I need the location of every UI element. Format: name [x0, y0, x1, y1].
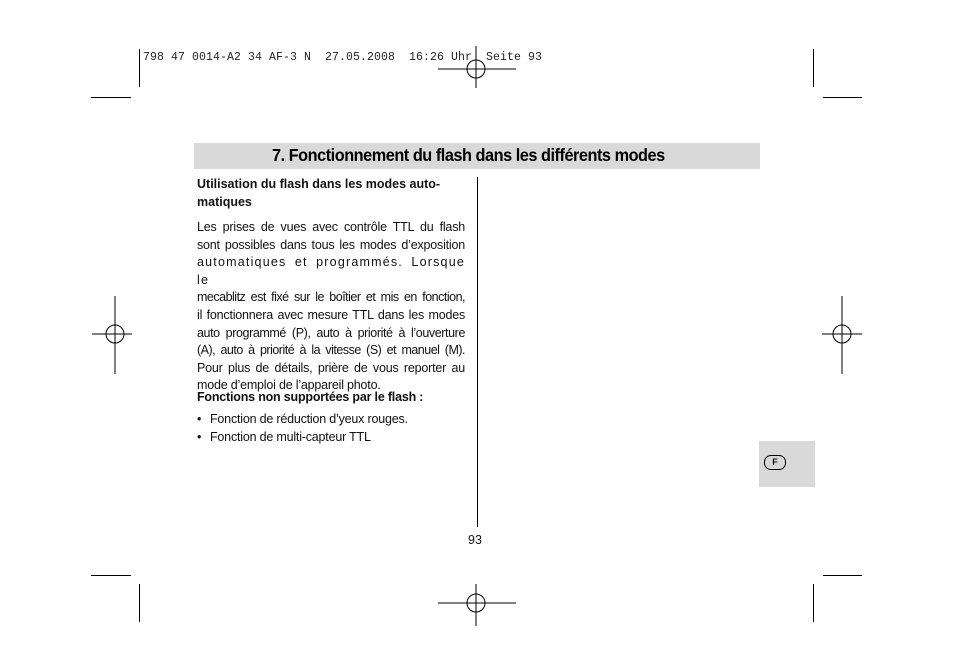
body-line: Les prises de vues avec contrôle TTL du flash	[197, 220, 465, 234]
language-tab	[759, 441, 815, 487]
section-title: 7. Fonctionnement du flash dans les différents modes	[272, 145, 665, 165]
registration-mark-icon	[438, 584, 516, 626]
language-badge: F	[764, 455, 786, 470]
list-item: • Fonction de réduction d’yeux rouges.	[197, 411, 465, 429]
unsupported-functions-heading: Fonctions non supportées par le flash :	[197, 390, 424, 404]
crop-mark	[91, 97, 131, 98]
subheading-line: Utilisation du flash dans les modes auto-	[197, 177, 441, 191]
crop-mark	[823, 575, 862, 576]
subheading	[197, 176, 465, 211]
body-line: mode d’emploi de l’appareil photo.	[197, 378, 381, 393]
body-line: (A), auto à priorité à la vitesse (S) et manuel (M).	[197, 343, 465, 358]
registration-mark-icon	[438, 46, 516, 88]
body-paragraph	[197, 219, 465, 395]
column-divider	[477, 177, 478, 527]
crop-mark	[823, 97, 862, 98]
body-line: Pour plus de détails, prière de vous reporter au	[197, 360, 465, 375]
unsupported-functions-list	[197, 411, 465, 446]
crop-mark	[139, 584, 140, 622]
print-slug-header: 798 47 0014-A2 34 AF-3 N 27.05.2008 16:26 Uhr Seite 93	[143, 51, 543, 64]
list-item: • Fonction de multi-capteur TTL	[197, 429, 465, 447]
registration-mark-icon	[822, 296, 862, 374]
body-line: auto programmé (P), auto à priorité à l’ouverture	[197, 325, 465, 340]
crop-mark	[139, 49, 140, 87]
crop-mark	[813, 584, 814, 622]
body-line: mecablitz est fixé sur le boîtier et mis en fonction,	[197, 290, 465, 305]
crop-mark	[91, 575, 131, 576]
body-line: sont possibles dans tous les modes d’exposition	[197, 237, 465, 252]
page-number: 93	[468, 533, 482, 547]
crop-mark	[813, 49, 814, 87]
body-line: automatiques et programmés. Lorsque le	[197, 255, 465, 287]
body-line: il fonctionnera avec mesure TTL dans les modes	[197, 307, 465, 322]
subheading-line: matiques	[197, 194, 252, 209]
section-title-bar	[194, 143, 760, 169]
registration-mark-icon	[92, 296, 132, 374]
